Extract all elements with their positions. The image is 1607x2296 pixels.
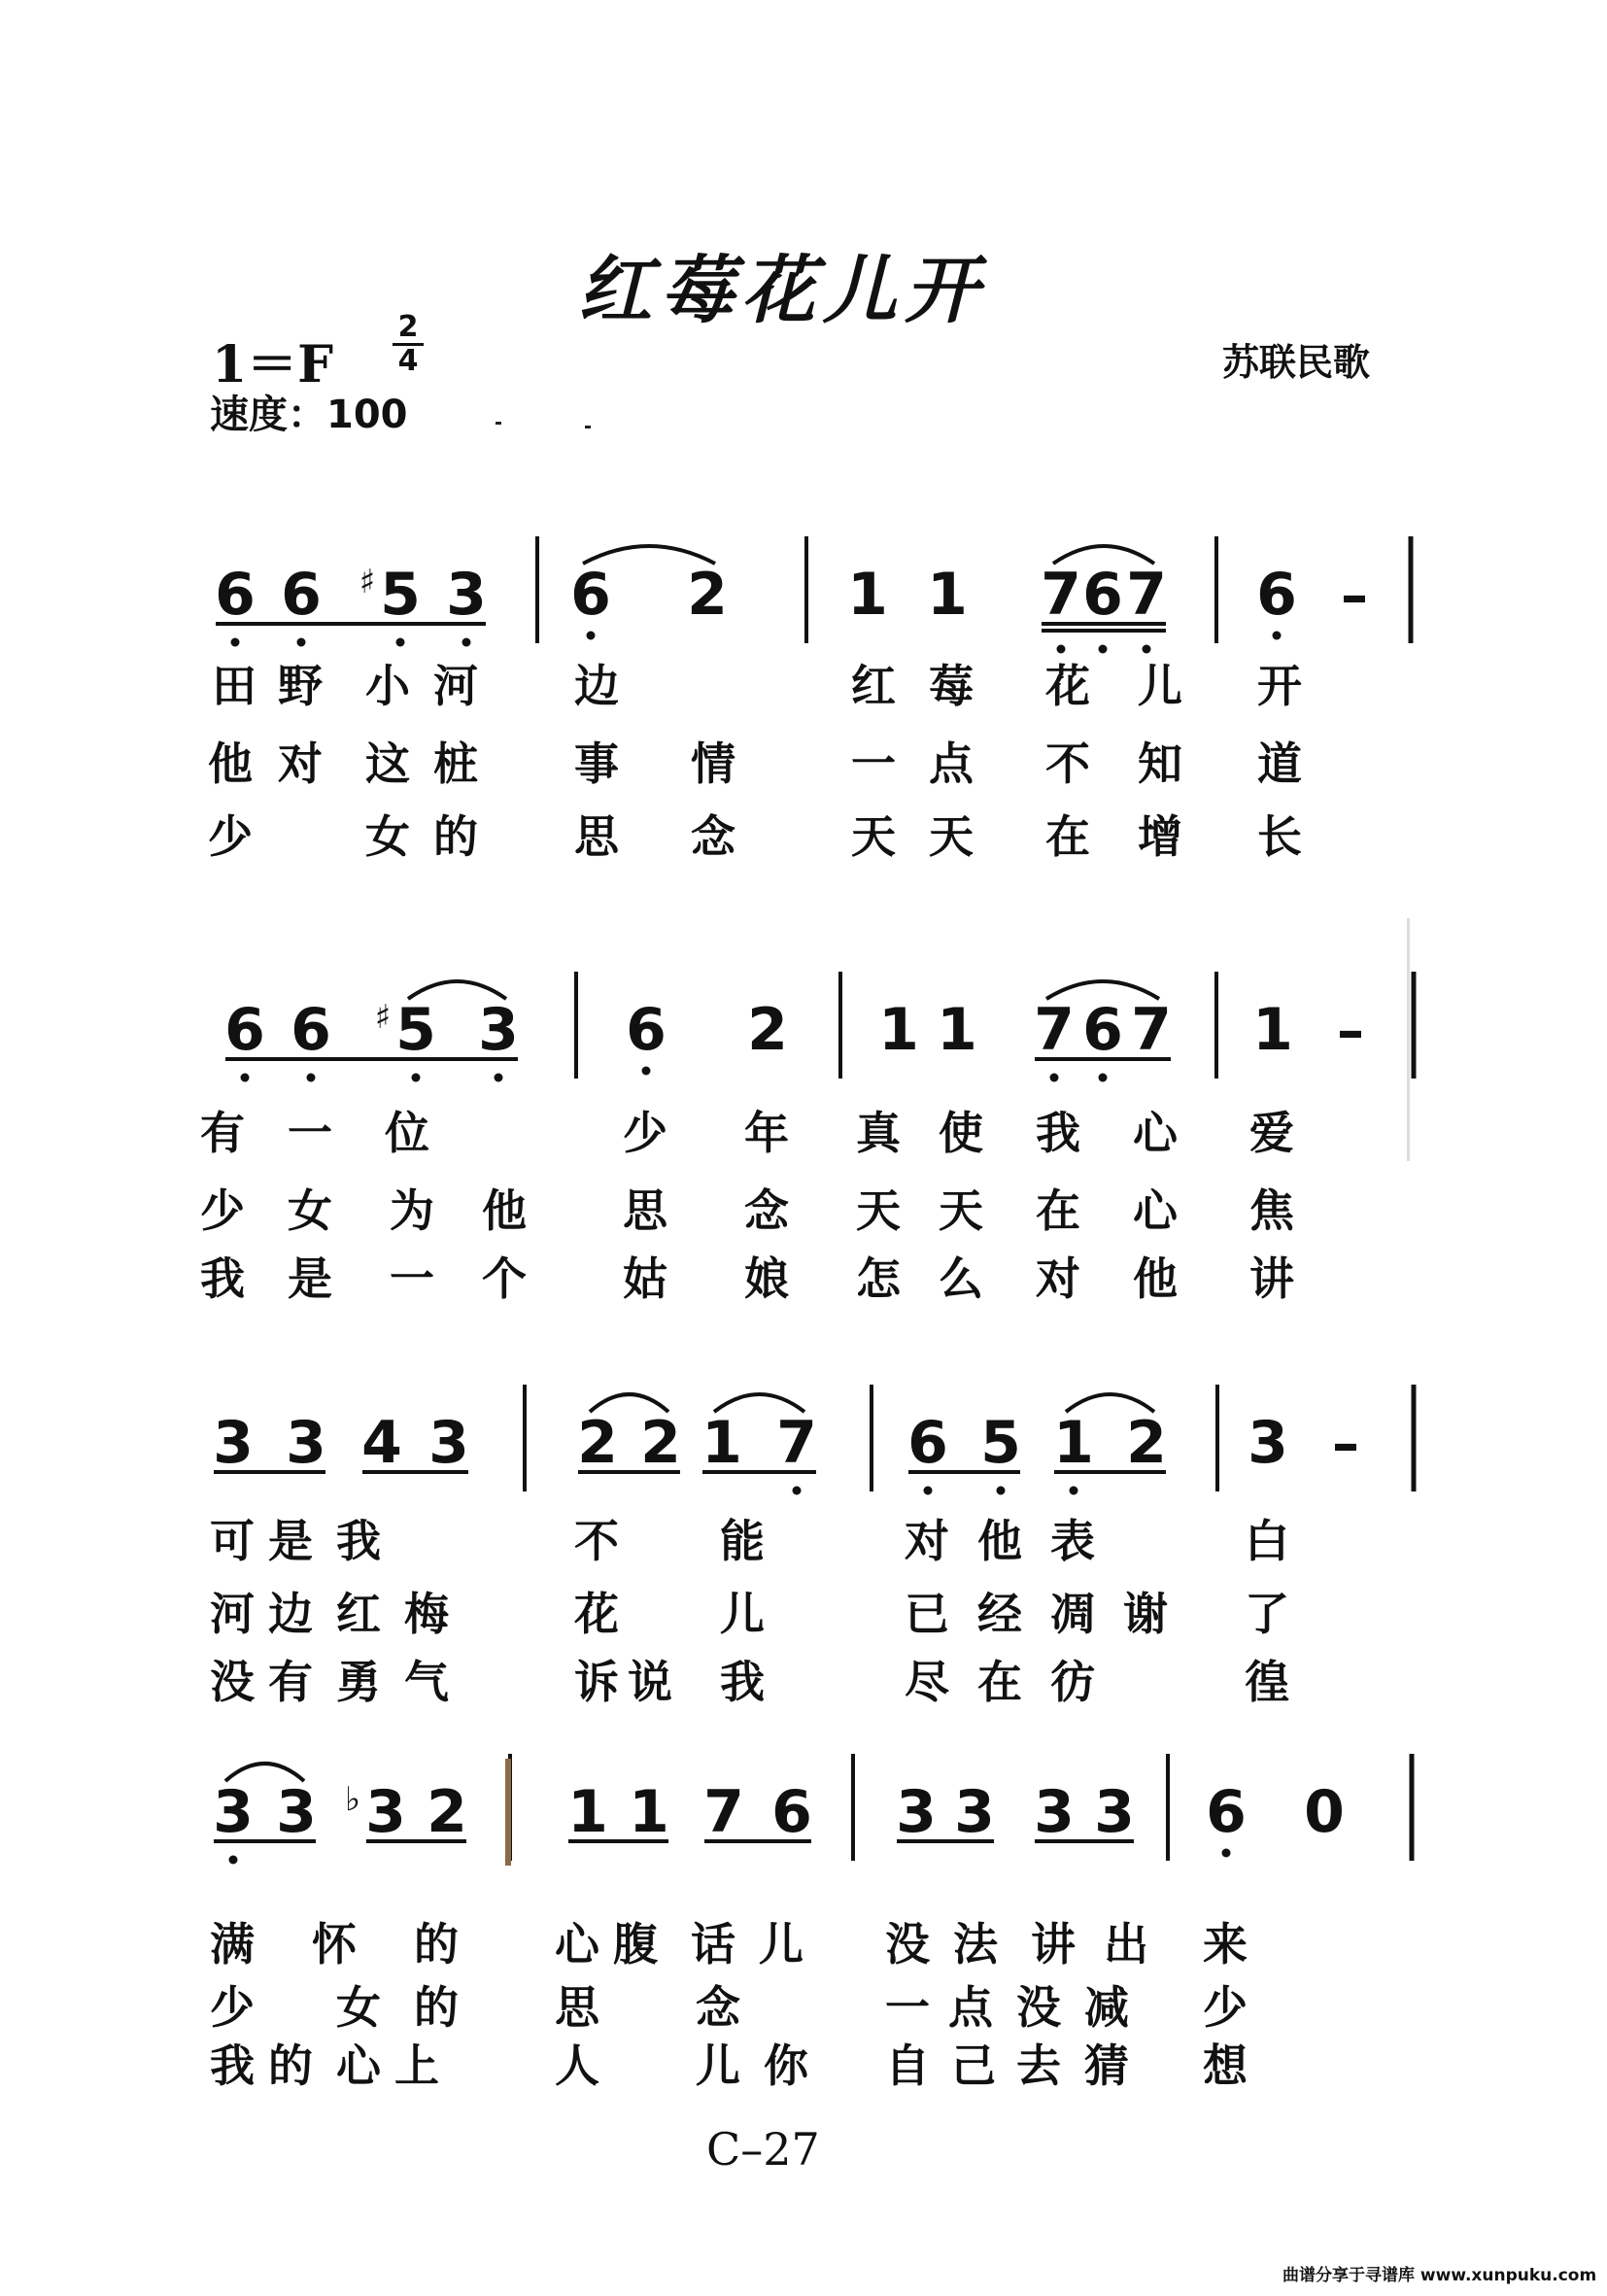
page-number: C–27 xyxy=(706,2123,820,2176)
lyric-char: 怎 xyxy=(856,1252,903,1305)
lyric-char: 梅 xyxy=(404,1588,451,1640)
lyric-char: 真 xyxy=(856,1107,903,1159)
lyric-char: 我 xyxy=(200,1252,247,1305)
lyric-char: 可 xyxy=(210,1515,256,1567)
lyric-char: 没 xyxy=(1016,1981,1063,2034)
note-3-8: 7 xyxy=(776,1409,817,1477)
lyric-char: 谢 xyxy=(1123,1588,1170,1640)
note-1-11: 7 xyxy=(1126,561,1167,629)
note-1-7: 1 xyxy=(847,561,888,629)
note-4-11: 3 xyxy=(1034,1778,1075,1846)
note-3-4: 3 xyxy=(428,1409,469,1477)
note-1-8: 1 xyxy=(927,561,968,629)
octave-dot-below xyxy=(462,638,471,647)
scan-edge-mark xyxy=(505,1759,511,1866)
lyric-char: 么 xyxy=(939,1252,985,1305)
note-2-7: 1 xyxy=(878,996,919,1064)
lyric-char: 说 xyxy=(628,1656,674,1708)
lyric-char: 儿 xyxy=(759,1918,805,1970)
octave-dot-below xyxy=(229,1856,238,1865)
lyric-char: 能 xyxy=(720,1515,767,1567)
note-3-11: 1 xyxy=(1053,1409,1094,1477)
note-1-12: 6 xyxy=(1256,561,1297,629)
octave-dot-below xyxy=(307,1074,316,1082)
lyric-char: 边 xyxy=(574,660,621,712)
lyric-char: 少 xyxy=(210,1981,256,2034)
lyric-char: 使 xyxy=(939,1107,985,1159)
lyric-char: 了 xyxy=(1245,1588,1291,1640)
lyric-char: 一 xyxy=(851,737,898,790)
lyric-char: 天 xyxy=(939,1184,985,1237)
lyric-char: 心 xyxy=(1133,1184,1180,1237)
lyric-char: 红 xyxy=(851,660,898,712)
lyric-char: 位 xyxy=(385,1107,431,1159)
note-1-2: 6 xyxy=(281,561,322,629)
lyric-char: 姑 xyxy=(623,1252,669,1305)
note-4-6: 1 xyxy=(629,1778,669,1846)
note-4-2: 3 xyxy=(276,1778,317,1846)
note-3-7: 1 xyxy=(701,1409,742,1477)
lyric-char: 点 xyxy=(948,1981,995,2034)
lyric-char: 边 xyxy=(268,1588,315,1640)
lyric-char: 减 xyxy=(1084,1981,1131,2034)
lyric-char: 少 xyxy=(200,1184,247,1237)
note-3-2: 3 xyxy=(286,1409,326,1477)
lyric-char: 点 xyxy=(929,737,975,790)
note-3-3: 4 xyxy=(361,1409,402,1477)
lyric-char: 儿 xyxy=(1138,660,1184,712)
lyric-char: 有 xyxy=(200,1107,247,1159)
lyric-char: 在 xyxy=(1045,810,1092,863)
song-title: 红莓花儿开 xyxy=(578,247,986,333)
tempo-marking: 速度：100 xyxy=(210,393,408,437)
song-origin: 苏联民歌 xyxy=(1222,341,1371,384)
octave-dot-below xyxy=(587,632,596,640)
lyric-char: 念 xyxy=(691,810,737,863)
octave-dot-below xyxy=(396,638,405,647)
lyric-char: 来 xyxy=(1203,1918,1249,1970)
lyric-char: 儿 xyxy=(696,2039,742,2092)
octave-dot-below xyxy=(231,638,240,647)
lyric-char: 他 xyxy=(208,737,255,790)
lyric-char: 讲 xyxy=(1031,1918,1077,1970)
note-3-10: 5 xyxy=(980,1409,1021,1477)
lyric-char: 腹 xyxy=(613,1918,660,1970)
note-1-4: 3 xyxy=(446,561,487,629)
lyric-char: 有 xyxy=(268,1656,315,1708)
note-1-10: 6 xyxy=(1082,561,1123,629)
lyric-char: 你 xyxy=(764,2039,810,2092)
lyric-char: 怀 xyxy=(312,1918,359,1970)
note-4-7: 7 xyxy=(703,1778,744,1846)
lyric-char: 娘 xyxy=(744,1252,791,1305)
octave-dot-below xyxy=(1070,1487,1078,1495)
note-3-13: 3 xyxy=(1248,1409,1288,1477)
note-2-9: 7 xyxy=(1034,996,1075,1064)
lyric-char: 的 xyxy=(414,1918,461,1970)
lyric-char: 凋 xyxy=(1050,1588,1097,1640)
lyric-char: 是 xyxy=(268,1515,315,1567)
lyric-char: 他 xyxy=(977,1515,1024,1567)
octave-dot-below xyxy=(1099,645,1108,654)
lyric-char: 小 xyxy=(365,660,412,712)
lyric-char: 没 xyxy=(210,1656,256,1708)
note-4-14: 0 xyxy=(1304,1778,1345,1846)
note-4-9: 3 xyxy=(896,1778,937,1846)
lyric-char: 思 xyxy=(555,1981,601,2034)
note-1-13: – xyxy=(1341,565,1368,628)
lyric-char: 一 xyxy=(390,1252,436,1305)
note-3-5: 2 xyxy=(577,1409,618,1477)
lyric-char: 情 xyxy=(691,737,737,790)
lyric-char: 为 xyxy=(390,1184,436,1237)
lyric-char: 他 xyxy=(1133,1252,1180,1305)
lyric-char: 经 xyxy=(977,1588,1024,1640)
lyric-char: 少 xyxy=(1203,1981,1249,2034)
lyric-char: 勇 xyxy=(336,1656,383,1708)
note-4-4: 2 xyxy=(427,1778,467,1846)
lyric-char: 对 xyxy=(278,737,325,790)
lyric-char: 天 xyxy=(851,810,898,863)
lyric-char: 野 xyxy=(278,660,325,712)
lyric-char: 我 xyxy=(336,1515,383,1567)
lyric-char: 莓 xyxy=(929,660,975,712)
time-signature-bottom: 4 xyxy=(397,344,419,378)
lyric-char: 想 xyxy=(1203,2039,1249,2092)
lyric-char: 河 xyxy=(210,1588,256,1640)
note-1-3: 5 xyxy=(380,561,421,629)
note-4-1: 3 xyxy=(213,1778,254,1846)
note-2-12: 1 xyxy=(1252,996,1293,1064)
lyric-char: 念 xyxy=(744,1184,791,1237)
lyric-char: 讲 xyxy=(1249,1252,1296,1305)
note-4-13: 6 xyxy=(1206,1778,1247,1846)
octave-dot-below xyxy=(1273,632,1282,640)
time-signature-top: 2 xyxy=(397,310,419,344)
lyric-char: 在 xyxy=(977,1656,1024,1708)
lyric-char: 在 xyxy=(1036,1184,1082,1237)
lyric-char: 白 xyxy=(1245,1515,1291,1567)
note-2-4: 3 xyxy=(478,996,519,1064)
sharp-accidental: ♯ xyxy=(374,998,392,1037)
lyric-char: 儿 xyxy=(720,1588,767,1640)
lyric-char: 这 xyxy=(365,737,412,790)
lyric-char: 是 xyxy=(288,1252,334,1305)
lyric-char: 自 xyxy=(885,2039,932,2092)
lyric-char: 彷 xyxy=(1050,1656,1097,1708)
note-2-10: 6 xyxy=(1082,996,1123,1064)
lyric-char: 满 xyxy=(210,1918,256,1970)
lyric-char: 人 xyxy=(555,2039,601,2092)
lyric-char: 上 xyxy=(394,2039,441,2092)
lyric-char: 少 xyxy=(623,1107,669,1159)
lyric-char: 桩 xyxy=(433,737,480,790)
lyric-char: 知 xyxy=(1138,737,1184,790)
lyric-char: 徨 xyxy=(1245,1656,1291,1708)
key-signature: 1＝F xyxy=(212,335,334,394)
octave-dot-below xyxy=(241,1074,250,1082)
octave-dot-below xyxy=(997,1487,1006,1495)
lyric-char: 天 xyxy=(856,1184,903,1237)
octave-dot-below xyxy=(642,1067,651,1076)
lyric-char: 一 xyxy=(885,1981,932,2034)
lyric-char: 对 xyxy=(905,1515,951,1567)
lyric-char: 天 xyxy=(929,810,975,863)
lyric-char: 尽 xyxy=(905,1656,951,1708)
lyric-char: 出 xyxy=(1104,1918,1150,1970)
lyric-char: 思 xyxy=(574,810,621,863)
octave-dot-below xyxy=(297,638,306,647)
note-2-6: 2 xyxy=(747,996,788,1064)
lyric-char: 红 xyxy=(336,1588,383,1640)
lyric-char: 事 xyxy=(574,737,621,790)
lyric-char: 增 xyxy=(1138,810,1184,863)
note-1-1: 6 xyxy=(215,561,256,629)
flat-accidental: ♭ xyxy=(344,1780,361,1819)
lyric-char: 道 xyxy=(1257,737,1304,790)
lyric-char: 少 xyxy=(208,810,255,863)
octave-dot-below xyxy=(1099,1074,1108,1082)
octave-dot-below xyxy=(793,1487,802,1495)
note-2-3: 5 xyxy=(395,996,436,1064)
lyric-char: 法 xyxy=(953,1918,1000,1970)
note-4-10: 3 xyxy=(954,1778,995,1846)
lyric-char: 心 xyxy=(336,2039,383,2092)
note-3-14: – xyxy=(1332,1413,1359,1476)
lyric-char: 话 xyxy=(691,1918,737,1970)
lyric-char: 猜 xyxy=(1084,2039,1131,2092)
lyric-char: 表 xyxy=(1050,1515,1097,1567)
lyric-char: 开 xyxy=(1257,660,1304,712)
note-1-9: 7 xyxy=(1041,561,1081,629)
lyric-char: 女 xyxy=(336,1981,383,2034)
lyric-char: 没 xyxy=(885,1918,932,1970)
octave-dot-below xyxy=(924,1487,933,1495)
lyric-char: 花 xyxy=(1045,660,1092,712)
lyric-char: 长 xyxy=(1257,810,1304,863)
lyric-char: 气 xyxy=(404,1656,451,1708)
note-3-9: 6 xyxy=(907,1409,948,1477)
lyric-char: 田 xyxy=(212,660,258,712)
note-2-11: 7 xyxy=(1131,996,1172,1064)
note-3-1: 3 xyxy=(213,1409,254,1477)
note-4-12: 3 xyxy=(1094,1778,1135,1846)
lyric-char: 我 xyxy=(720,1656,767,1708)
lyric-char: 心 xyxy=(555,1918,601,1970)
lyric-char: 的 xyxy=(414,1981,461,2034)
lyric-char: 心 xyxy=(1133,1107,1180,1159)
lyric-char: 不 xyxy=(1045,737,1092,790)
note-2-1: 6 xyxy=(224,996,265,1064)
lyric-char: 女 xyxy=(365,810,412,863)
lyric-char: 对 xyxy=(1036,1252,1082,1305)
site-footer: 曲谱分享于寻谱库 www.xunpuku.com xyxy=(1282,2266,1597,2285)
note-4-8: 6 xyxy=(771,1778,812,1846)
note-2-5: 6 xyxy=(626,996,667,1064)
lyric-char: 我 xyxy=(1036,1107,1082,1159)
note-4-5: 1 xyxy=(567,1778,608,1846)
lyric-char: 焦 xyxy=(1249,1184,1296,1237)
lyric-char: 年 xyxy=(744,1107,791,1159)
note-3-6: 2 xyxy=(640,1409,681,1477)
octave-dot-below xyxy=(412,1074,421,1082)
octave-dot-below xyxy=(1050,1074,1059,1082)
sharp-accidental: ♯ xyxy=(359,563,376,601)
note-2-8: 1 xyxy=(937,996,977,1064)
note-4-3: 3 xyxy=(365,1778,406,1846)
lyric-char: 念 xyxy=(696,1981,742,2034)
lyric-char: 个 xyxy=(482,1252,529,1305)
lyric-char: 一 xyxy=(288,1107,334,1159)
lyric-char: 的 xyxy=(433,810,480,863)
lyric-char: 去 xyxy=(1016,2039,1063,2092)
lyric-char: 已 xyxy=(905,1588,951,1640)
note-2-13: – xyxy=(1337,1000,1364,1063)
note-1-6: 2 xyxy=(687,561,728,629)
lyric-char: 我 xyxy=(210,2039,256,2092)
octave-dot-below xyxy=(495,1074,503,1082)
lyric-char: 他 xyxy=(482,1184,529,1237)
lyric-char: 花 xyxy=(574,1588,621,1640)
lyric-char: 思 xyxy=(623,1184,669,1237)
lyric-char: 河 xyxy=(433,660,480,712)
lyric-char: 诉 xyxy=(574,1656,621,1708)
lyric-char: 不 xyxy=(574,1515,621,1567)
lyric-char: 爱 xyxy=(1249,1107,1296,1159)
lyric-char: 己 xyxy=(951,2039,998,2092)
octave-dot-below xyxy=(1222,1849,1231,1858)
scan-speck xyxy=(585,426,591,428)
lyric-char: 女 xyxy=(288,1184,334,1237)
note-2-2: 6 xyxy=(291,996,331,1064)
note-3-12: 2 xyxy=(1126,1409,1167,1477)
note-1-5: 6 xyxy=(570,561,611,629)
lyric-char: 的 xyxy=(268,2039,315,2092)
scan-edge-line xyxy=(1407,918,1410,1161)
scan-speck xyxy=(496,422,501,425)
